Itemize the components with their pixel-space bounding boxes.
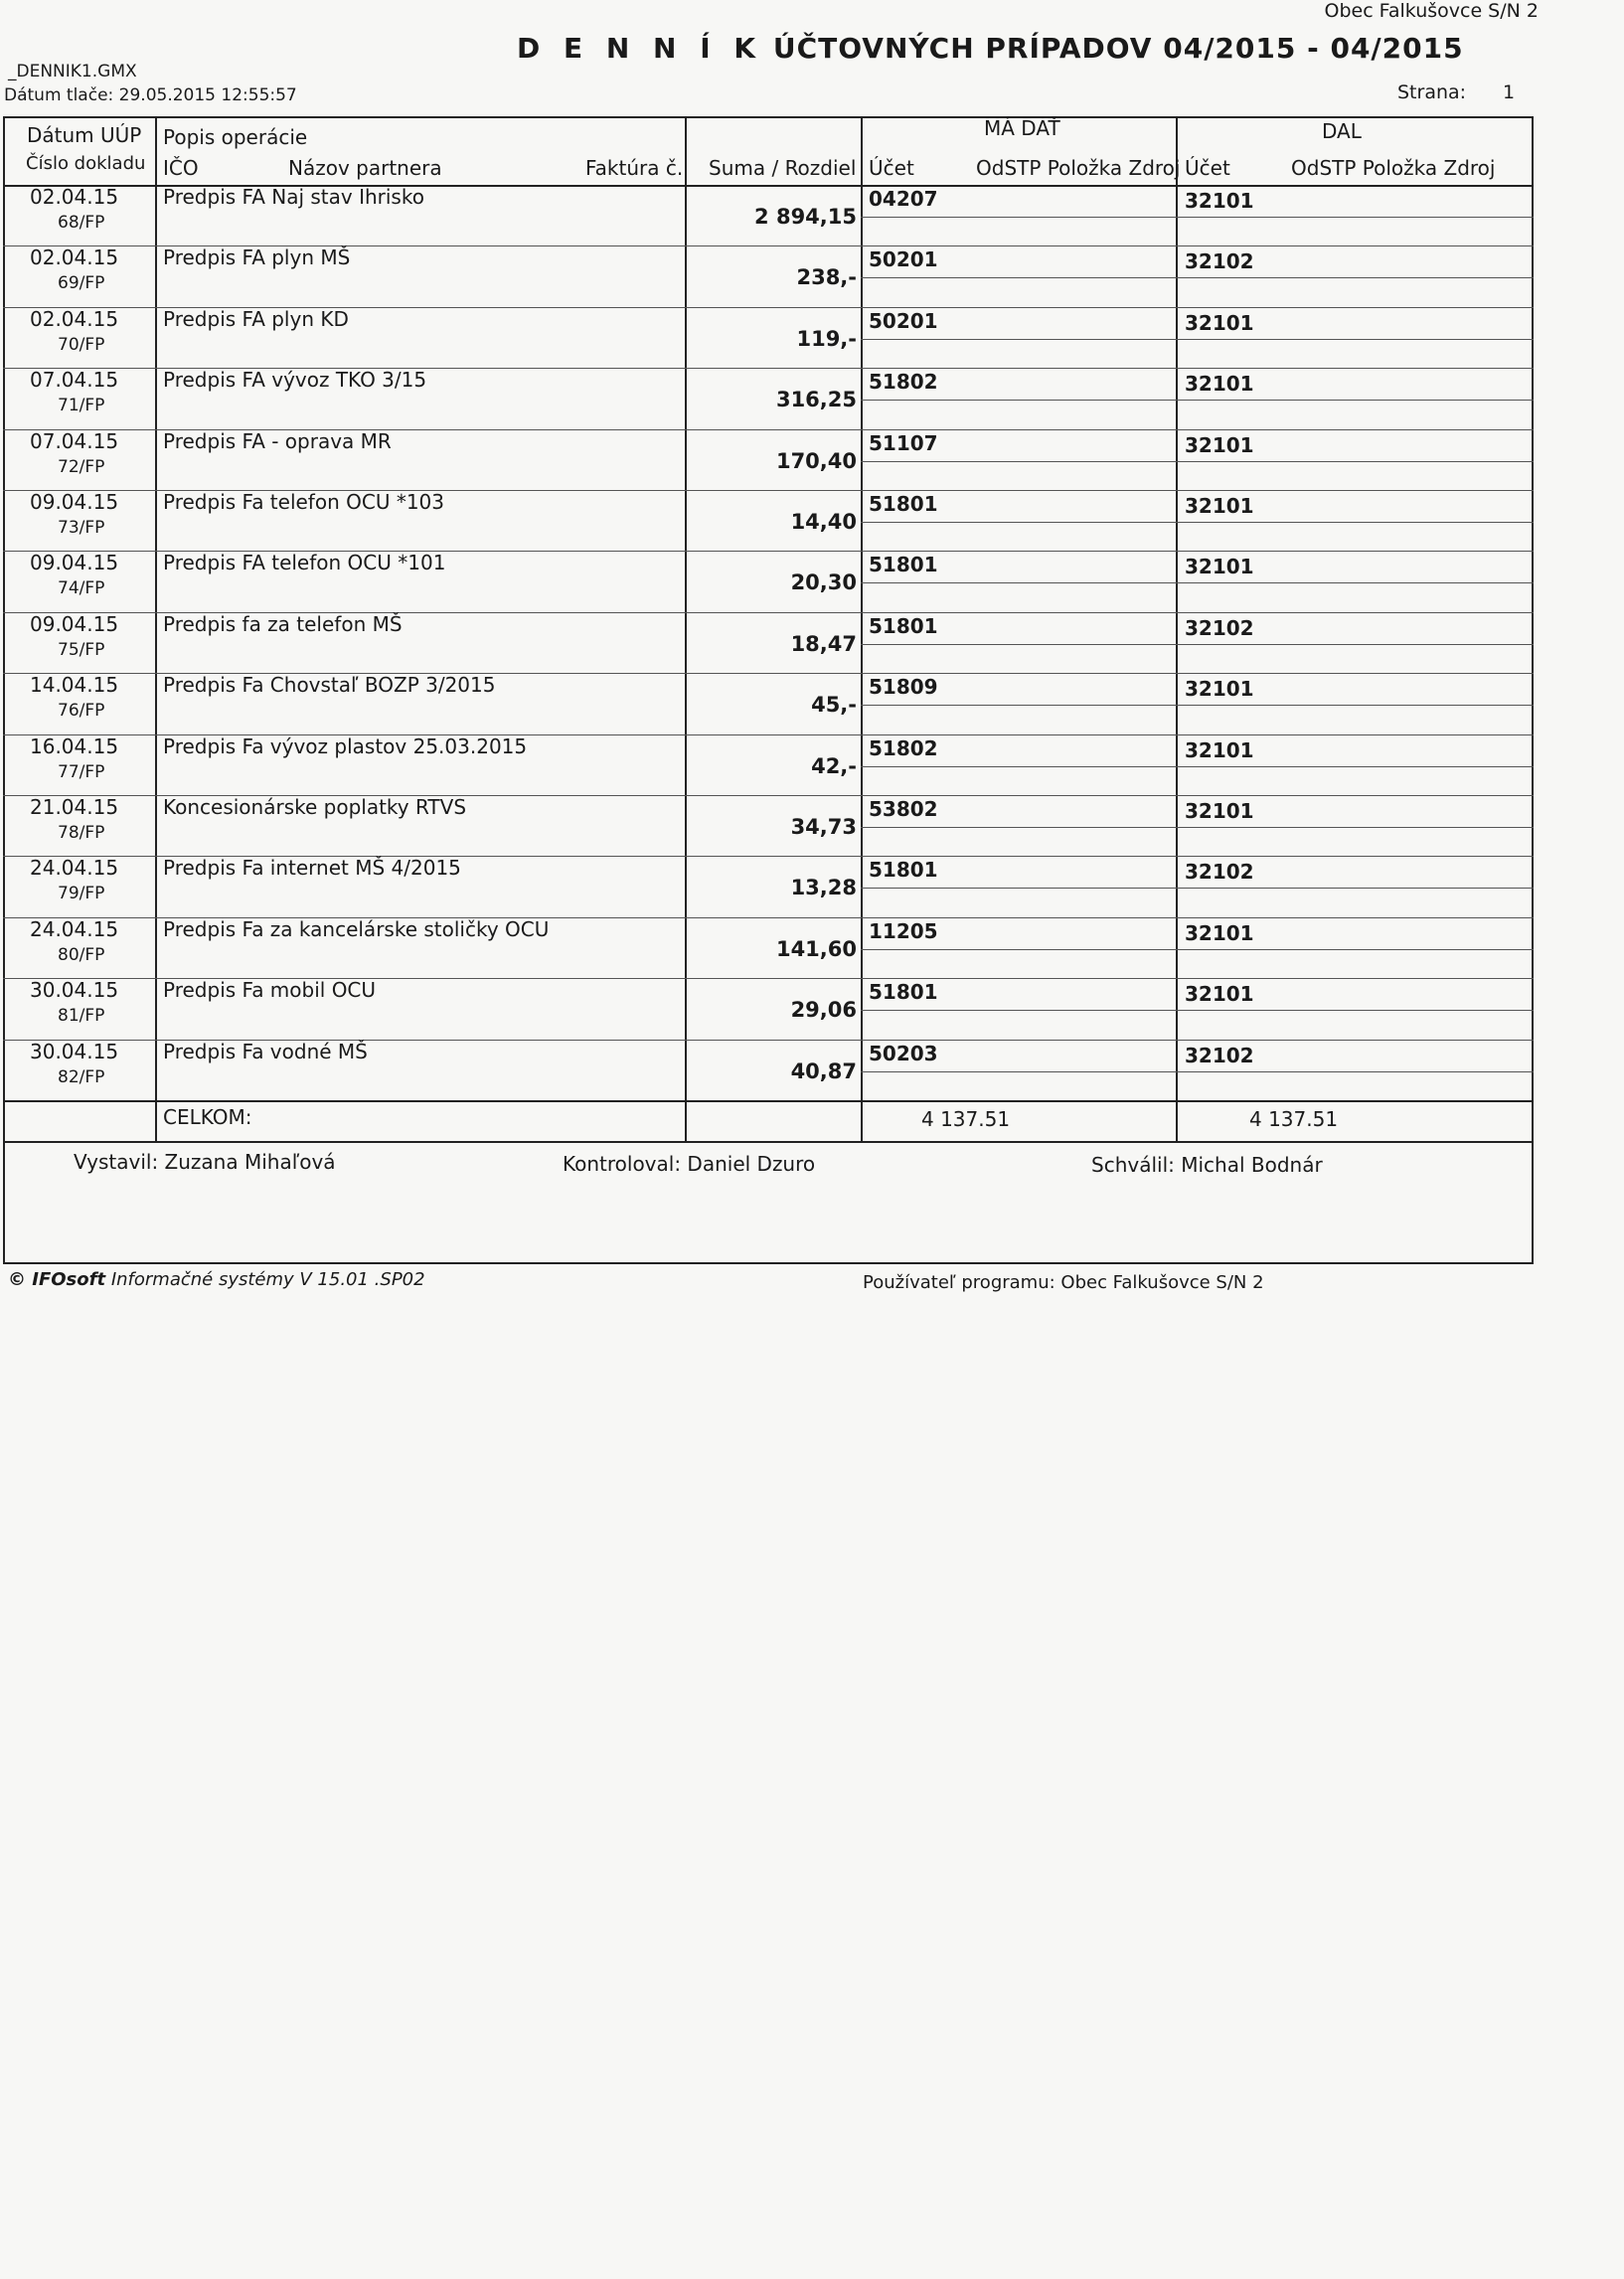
row-debit-account: 51801 bbox=[869, 492, 938, 516]
row-subline bbox=[861, 582, 1534, 583]
row-amount: 170,40 bbox=[775, 448, 857, 473]
col-header-date: Dátum UÚP bbox=[27, 123, 142, 147]
row-date: 30.04.15 bbox=[30, 978, 119, 1003]
row-debit-account: 50201 bbox=[869, 308, 938, 333]
row-date: 02.04.15 bbox=[30, 245, 119, 270]
software-footer bbox=[8, 1269, 425, 1290]
row-credit-account: 32101 bbox=[1185, 494, 1254, 518]
page-number: 1 bbox=[1503, 81, 1516, 103]
row-credit-account: 32101 bbox=[1185, 372, 1254, 397]
col-header-credit-sub: OdSTP Položka Zdroj bbox=[1291, 156, 1496, 180]
row-credit-account: 32101 bbox=[1185, 432, 1254, 457]
col-header-credit: DAL bbox=[1322, 119, 1362, 143]
row-credit-account: 32102 bbox=[1185, 1043, 1254, 1067]
row-date: 09.04.15 bbox=[30, 551, 119, 575]
page-label: Strana: bbox=[1397, 81, 1467, 103]
credit-total: 4 137.51 bbox=[1249, 1107, 1339, 1131]
organization-name: Obec Falkušovce S/N 2 bbox=[1324, 0, 1539, 22]
row-subline bbox=[861, 827, 1534, 828]
filename: _DENNIK1.GMX bbox=[8, 62, 137, 81]
total-divider-bottom bbox=[3, 1141, 1534, 1143]
row-description: Predpis FA Naj stav Ihrisko bbox=[163, 185, 424, 209]
row-subline bbox=[861, 339, 1534, 340]
row-doc-number: 82/FP bbox=[58, 1066, 105, 1087]
row-doc-number: 75/FP bbox=[58, 639, 105, 660]
row-credit-account: 32101 bbox=[1185, 799, 1254, 823]
row-debit-account: 51801 bbox=[869, 553, 938, 577]
row-subline bbox=[861, 400, 1534, 401]
row-doc-number: 74/FP bbox=[58, 578, 105, 599]
col-header-credit-account: Účet bbox=[1185, 156, 1230, 180]
row-credit-account: 32102 bbox=[1185, 860, 1254, 885]
document-title bbox=[517, 32, 1464, 65]
row-subline bbox=[861, 277, 1534, 278]
row-debit-account: 51801 bbox=[869, 613, 938, 638]
col-header-partner: Názov partnera bbox=[288, 156, 442, 180]
row-date: 14.04.15 bbox=[30, 673, 119, 698]
row-subline bbox=[861, 888, 1534, 889]
row-description: Predpis Fa vodné MŠ bbox=[163, 1039, 368, 1063]
row-credit-account: 32101 bbox=[1185, 310, 1254, 335]
col-divider bbox=[685, 116, 687, 1143]
row-credit-account: 32101 bbox=[1185, 555, 1254, 579]
debit-total: 4 137.51 bbox=[921, 1107, 1011, 1131]
row-description: Predpis FA - oprava MR bbox=[163, 428, 392, 453]
col-divider bbox=[861, 116, 863, 1143]
checked-by: Kontroloval: Daniel Dzuro bbox=[563, 1152, 816, 1176]
row-description: Predpis Fa za kancelárske stoličky OCU bbox=[163, 916, 550, 941]
program-user: Používateľ programu: Obec Falkušovce S/N 2 bbox=[863, 1272, 1264, 1293]
row-date: 02.04.15 bbox=[30, 185, 119, 209]
row-date: 07.04.15 bbox=[30, 428, 119, 453]
row-amount: 2 894,15 bbox=[754, 205, 857, 229]
row-description: Predpis Fa mobil OCU bbox=[163, 978, 377, 1003]
row-debit-account: 51801 bbox=[869, 858, 938, 883]
row-debit-account: 11205 bbox=[869, 918, 938, 943]
row-credit-account: 32101 bbox=[1185, 982, 1254, 1007]
col-divider bbox=[155, 116, 157, 1143]
row-amount: 45,- bbox=[811, 693, 857, 718]
col-header-doc: Číslo dokladu bbox=[26, 153, 146, 174]
col-header-desc: Popis operácie bbox=[163, 125, 308, 149]
row-debit-account: 51801 bbox=[869, 980, 938, 1005]
title-spaced: D E N N Í K bbox=[517, 32, 763, 65]
row-debit-account: 04207 bbox=[869, 187, 938, 211]
row-debit-account: 51809 bbox=[869, 675, 938, 700]
row-description: Predpis FA plyn MŠ bbox=[163, 245, 351, 270]
row-description: Predpis FA vývoz TKO 3/15 bbox=[163, 368, 427, 393]
row-doc-number: 77/FP bbox=[58, 761, 105, 782]
title-rest: ÚČTOVNÝCH PRÍPADOV 04/2015 - 04/2015 bbox=[772, 32, 1464, 65]
row-doc-number: 72/FP bbox=[58, 456, 105, 477]
row-description: Predpis Fa vývoz plastov 25.03.2015 bbox=[163, 733, 528, 758]
issued-by: Vystavil: Zuzana Mihaľová bbox=[74, 1150, 336, 1174]
row-debit-account: 51802 bbox=[869, 735, 938, 760]
row-subline bbox=[861, 1010, 1534, 1011]
row-amount: 20,30 bbox=[790, 570, 857, 595]
row-date: 21.04.15 bbox=[30, 795, 119, 819]
row-doc-number: 70/FP bbox=[58, 334, 105, 355]
row-doc-number: 80/FP bbox=[58, 944, 105, 965]
col-divider bbox=[1176, 116, 1178, 1143]
row-debit-account: 50203 bbox=[869, 1041, 938, 1065]
row-amount: 119,- bbox=[796, 326, 857, 351]
row-credit-account: 32102 bbox=[1185, 249, 1254, 274]
row-date: 24.04.15 bbox=[30, 916, 119, 941]
row-amount: 316,25 bbox=[775, 388, 857, 412]
row-doc-number: 78/FP bbox=[58, 823, 105, 843]
row-description: Predpis Fa Chovstaľ BOZP 3/2015 bbox=[163, 673, 496, 698]
row-subline bbox=[861, 522, 1534, 523]
row-date: 09.04.15 bbox=[30, 611, 119, 636]
row-description: Predpis FA telefon OCU *101 bbox=[163, 551, 446, 575]
col-header-ico: IČO bbox=[163, 156, 199, 180]
row-amount: 13,28 bbox=[790, 876, 857, 900]
row-amount: 18,47 bbox=[790, 631, 857, 656]
row-subline bbox=[861, 766, 1534, 767]
row-description: Koncesionárske poplatky RTVS bbox=[163, 795, 467, 819]
row-credit-account: 32101 bbox=[1185, 189, 1254, 213]
col-header-debit: MÁ DAŤ bbox=[984, 116, 1060, 140]
row-debit-account: 53802 bbox=[869, 797, 938, 821]
row-description: Predpis fa za telefon MŠ bbox=[163, 611, 403, 636]
row-doc-number: 81/FP bbox=[58, 1006, 105, 1027]
row-debit-account: 50201 bbox=[869, 247, 938, 272]
row-date: 07.04.15 bbox=[30, 368, 119, 393]
row-subline bbox=[861, 644, 1534, 645]
row-amount: 29,06 bbox=[790, 998, 857, 1023]
row-doc-number: 68/FP bbox=[58, 213, 105, 233]
row-subline bbox=[861, 1071, 1534, 1072]
row-doc-number: 69/FP bbox=[58, 273, 105, 294]
row-doc-number: 76/FP bbox=[58, 701, 105, 722]
row-credit-account: 32102 bbox=[1185, 615, 1254, 640]
row-amount: 34,73 bbox=[790, 815, 857, 839]
brand-mark: © IFOsoft bbox=[8, 1269, 106, 1290]
row-doc-number: 79/FP bbox=[58, 884, 105, 904]
row-subline bbox=[861, 217, 1534, 218]
row-doc-number: 71/FP bbox=[58, 396, 105, 416]
row-amount: 40,87 bbox=[790, 1058, 857, 1083]
row-doc-number: 73/FP bbox=[58, 518, 105, 538]
row-description: Predpis FA plyn KD bbox=[163, 306, 349, 331]
col-header-debit-sub: OdSTP Položka Zdroj bbox=[976, 156, 1181, 180]
total-divider-top bbox=[3, 1100, 1534, 1102]
row-credit-account: 32101 bbox=[1185, 737, 1254, 762]
row-date: 16.04.15 bbox=[30, 733, 119, 758]
row-description: Predpis Fa internet MŠ 4/2015 bbox=[163, 856, 461, 881]
row-description: Predpis Fa telefon OCU *103 bbox=[163, 490, 444, 514]
row-amount: 14,40 bbox=[790, 510, 857, 534]
row-date: 02.04.15 bbox=[30, 306, 119, 331]
row-date: 30.04.15 bbox=[30, 1039, 119, 1063]
col-header-debit-account: Účet bbox=[869, 156, 914, 180]
approved-by: Schválil: Michal Bodnár bbox=[1091, 1153, 1323, 1177]
row-date: 24.04.15 bbox=[30, 856, 119, 881]
row-debit-account: 51802 bbox=[869, 370, 938, 395]
print-date: Dátum tlače: 29.05.2015 12:55:57 bbox=[4, 85, 297, 105]
row-credit-account: 32101 bbox=[1185, 920, 1254, 945]
row-debit-account: 51107 bbox=[869, 430, 938, 455]
row-subline bbox=[861, 461, 1534, 462]
row-credit-account: 32101 bbox=[1185, 677, 1254, 702]
software-version: Informačné systémy V 15.01 .SP02 bbox=[110, 1269, 425, 1290]
col-header-amount: Suma / Rozdiel bbox=[709, 156, 857, 180]
row-amount: 42,- bbox=[811, 753, 857, 778]
row-date: 09.04.15 bbox=[30, 490, 119, 514]
row-amount: 141,60 bbox=[775, 936, 857, 961]
row-amount: 238,- bbox=[796, 265, 857, 290]
row-subline bbox=[861, 705, 1534, 706]
total-label: CELKOM: bbox=[163, 1105, 252, 1129]
row-subline bbox=[861, 949, 1534, 950]
col-header-invoice: Faktúra č. bbox=[585, 156, 684, 180]
